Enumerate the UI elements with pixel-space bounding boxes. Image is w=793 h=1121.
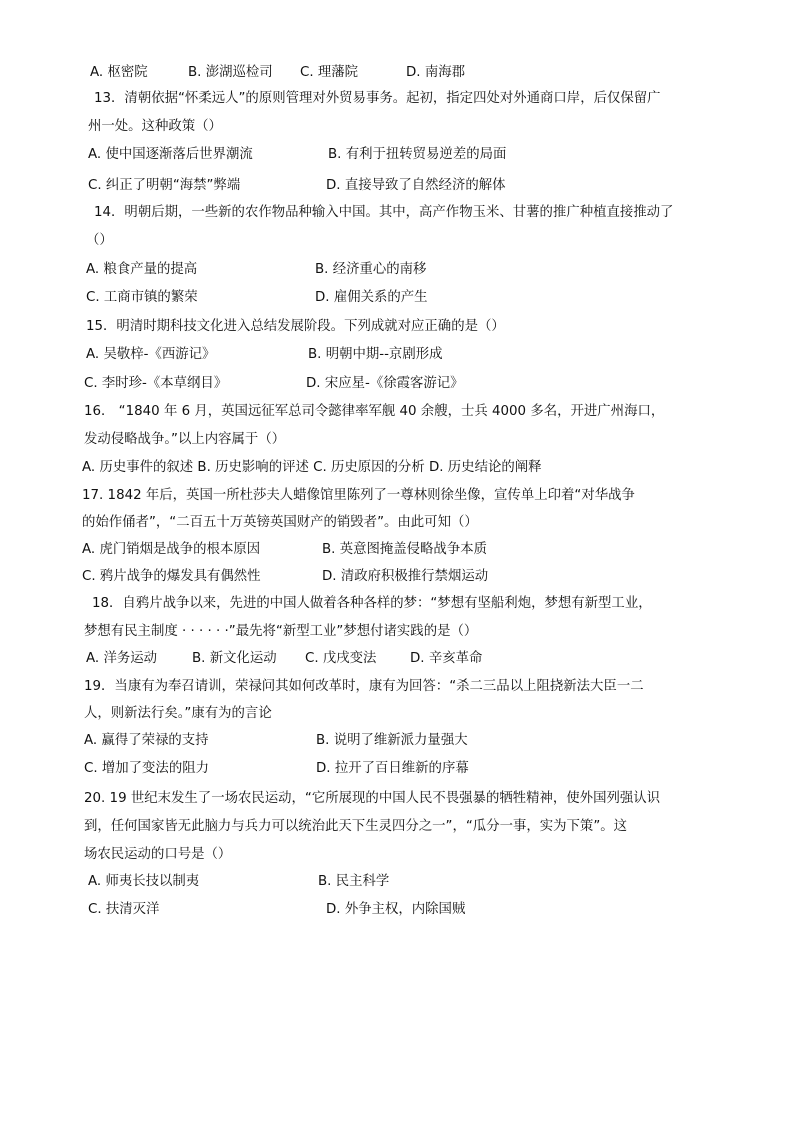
q18-option-b: B. 新文化运动 xyxy=(192,651,277,666)
q19-option-a: A. 赢得了荣禄的支持 xyxy=(84,733,209,748)
q15-option-d: D. 宋应星-《徐霞客游记》 xyxy=(306,376,464,391)
q19-option-c: C. 增加了变法的阻力 xyxy=(84,761,209,776)
q13-option-b: B. 有利于扭转贸易逆差的局面 xyxy=(328,147,507,162)
q19-stem-line2: 人，则新法行矣。”康有为的言论 xyxy=(84,706,272,721)
q17-option-b: B. 英意图掩盖侵略战争本质 xyxy=(322,542,487,557)
q18-option-d: D. 辛亥革命 xyxy=(410,651,483,666)
q13-stem-line2: 州一处。这种政策（） xyxy=(88,119,222,134)
q15-option-b: B. 明朝中期--京剧形成 xyxy=(308,347,443,362)
q12-option-c: C. 理藩院 xyxy=(300,65,359,80)
q17-stem-line2: 的始作俑者”，“二百五十万英镑英国财产的销毁者”。由此可知（） xyxy=(82,515,478,530)
q17-option-c: C. 鸦片战争的爆发具有偶然性 xyxy=(82,569,261,584)
q18-option-a: A. 洋务运动 xyxy=(86,651,157,666)
q14-option-d: D. 雇佣关系的产生 xyxy=(315,290,428,305)
q17-option-a: A. 虎门销烟是战争的根本原因 xyxy=(82,542,261,557)
q20-stem-line2: 到，任何国家皆无此脑力与兵力可以统治此天下生灵四分之一”，“瓜分一事，实为下策”。这 xyxy=(84,819,628,834)
q15-option-a: A. 吴敬梓-《西游记》 xyxy=(86,347,216,362)
q20-option-d: D. 外争主权，内除国贼 xyxy=(326,902,466,917)
q13-option-a: A. 使中国逐渐落后世界潮流 xyxy=(88,147,253,162)
q16-stem-line2: 发动侵略战争。”以上内容属于（） xyxy=(84,432,286,447)
q17-stem-line1: 17. 1842 年后，英国一所杜莎夫人蜡像馆里陈列了一尊林则徐坐像，宣传单上印着“对华战争 xyxy=(82,488,635,503)
q18-stem-line2: 梦想有民主制度 · · · · · ·”最先将“新型工业”梦想付诸实践的是（） xyxy=(84,624,478,639)
q20-stem-line3: 场农民运动的口号是（） xyxy=(84,847,232,862)
q13-option-d: D. 直接导致了自然经济的解体 xyxy=(326,178,506,193)
q15-stem-line1: 15．明清时期科技文化进入总结发展阶段。下列成就对应正确的是（） xyxy=(86,319,505,334)
q14-option-c: C. 工商市镇的繁荣 xyxy=(86,290,198,305)
q16-stem-line1: 16． “1840 年 6 月，英国远征军总司令懿律率军舰 40 余艘，士兵 4000 多名，开进广州海口， xyxy=(84,404,665,419)
q12-option-d: D. 南海郡 xyxy=(406,65,465,80)
q19-option-d: D. 拉开了百日维新的序幕 xyxy=(316,761,469,776)
q14-stem-line2: （） xyxy=(86,233,113,248)
q16-options: A. 历史事件的叙述 B. 历史影响的评述 C. 历史原因的分析 D. 历史结论的阐释 xyxy=(82,460,542,475)
q19-stem-line1: 19．当康有为奉召请训，荣禄问其如何改革时，康有为回答：“杀二三品以上阻挠新法大臣一二 xyxy=(84,679,644,694)
q14-stem-line1: 14．明朝后期，一些新的农作物品种输入中国。其中，高产作物玉米、甘薯的推广种植直接推动了 xyxy=(94,205,674,220)
q19-option-b: B. 说明了维新派力量强大 xyxy=(316,733,468,748)
q20-option-b: B. 民主科学 xyxy=(318,874,390,889)
q18-option-c: C. 戊戌变法 xyxy=(305,651,377,666)
q13-option-c: C. 纠正了明朝“海禁”弊端 xyxy=(88,178,241,193)
q20-stem-line1: 20. 19 世纪末发生了一场农民运动，“它所展现的中国人民不畏强暴的牺牲精神，使外国列强认识 xyxy=(84,791,661,806)
q14-option-a: A. 粮食产量的提高 xyxy=(86,262,198,277)
q12-option-a: A. 枢密院 xyxy=(90,65,148,80)
q12-option-b: B. 澎湖巡检司 xyxy=(188,65,273,80)
q20-option-c: C. 扶清灭洋 xyxy=(88,902,160,917)
q14-option-b: B. 经济重心的南移 xyxy=(315,262,427,277)
q17-option-d: D. 清政府积极推行禁烟运动 xyxy=(322,569,489,584)
q20-option-a: A. 师夷长技以制夷 xyxy=(88,874,200,889)
q15-option-c: C. 李时珍-《本草纲目》 xyxy=(84,376,228,391)
q18-stem-line1: 18．自鸦片战争以来，先进的中国人做着各种各样的梦：“梦想有坚船利炮，梦想有新型工业， xyxy=(92,596,652,611)
q13-stem-line1: 13．清朝依据“怀柔远人”的原则管理对外贸易事务。起初，指定四处对外通商口岸，后仅保留广 xyxy=(94,91,661,106)
